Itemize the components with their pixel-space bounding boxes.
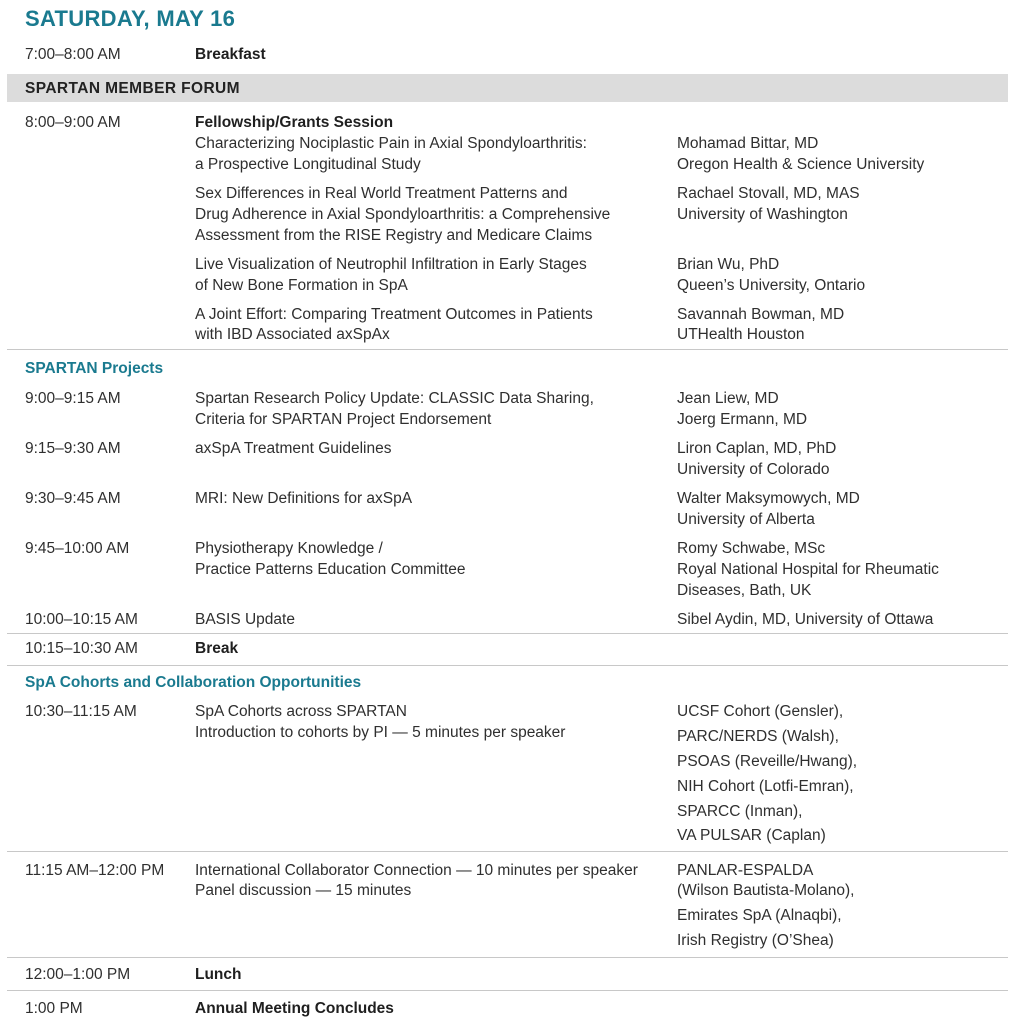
divider <box>7 957 1008 958</box>
international-speaker-3: Emirates SpA (Alnaqbi), <box>677 907 842 924</box>
project-2-time: 9:15–9:30 AM <box>25 440 121 457</box>
project-1-speaker-2: Joerg Ermann, MD <box>677 411 808 428</box>
international-speaker-2: (Wilson Bautista-Molano), <box>677 882 855 899</box>
talk-3-line-2: of New Bone Formation in SpA <box>195 277 408 294</box>
divider <box>7 990 1008 991</box>
project-3-speaker-1: Walter Maksymowych, MD <box>677 490 860 507</box>
project-2-speaker-1: Liron Caplan, MD, PhD <box>677 440 837 457</box>
cohorts-speaker-4: NIH Cohort (Lotfi-Emran), <box>677 778 854 795</box>
talk-2-line-1: Sex Differences in Real World Treatment Patterns and <box>195 185 568 202</box>
divider <box>7 665 1008 666</box>
talk-3-speaker-affiliation: Queen’s University, Ontario <box>677 277 866 294</box>
project-4-speaker-1: Romy Schwabe, MSc <box>677 540 826 557</box>
talk-2-line-3: Assessment from the RISE Registry and Medicare Claims <box>195 227 593 244</box>
talk-2-line-2: Drug Adherence in Axial Spondyloarthritis: a Comprehensive <box>195 206 611 223</box>
project-2-speaker-2: University of Colorado <box>677 461 830 478</box>
cohorts-heading: SpA Cohorts and Collaboration Opportunities <box>25 674 362 691</box>
international-line-1: International Collaborator Connection — 10 minutes per speaker <box>195 862 638 879</box>
break-title: Break <box>195 640 239 657</box>
project-1-line-2: Criteria for SPARTAN Project Endorsement <box>195 411 492 428</box>
cohorts-speaker-5: SPARCC (Inman), <box>677 803 803 820</box>
talk-1-line-2: a Prospective Longitudinal Study <box>195 156 421 173</box>
lunch-title: Lunch <box>195 966 242 983</box>
talk-3-line-1: Live Visualization of Neutrophil Infiltration in Early Stages <box>195 256 587 273</box>
cohorts-line-2: Introduction to cohorts by PI — 5 minutes per speaker <box>195 724 566 741</box>
day-title: SATURDAY, MAY 16 <box>25 6 236 31</box>
project-3-speaker-2: University of Alberta <box>677 511 815 528</box>
projects-heading: SPARTAN Projects <box>25 360 164 377</box>
project-3-time: 9:30–9:45 AM <box>25 490 121 507</box>
project-4-line-1: Physiotherapy Knowledge / <box>195 540 383 557</box>
talk-1-speaker-name: Mohamad Bittar, MD <box>677 135 819 152</box>
talk-4-speaker-affiliation: UTHealth Houston <box>677 326 805 343</box>
project-3-line-1: MRI: New Definitions for axSpA <box>195 490 413 507</box>
international-speaker-4: Irish Registry (O’Shea) <box>677 932 834 949</box>
project-1-line-1: Spartan Research Policy Update: CLASSIC Data Sharing, <box>195 390 594 407</box>
talk-1-line-1: Characterizing Nociplastic Pain in Axial Spondyloarthritis: <box>195 135 587 152</box>
talk-2-speaker-affiliation: University of Washington <box>677 206 848 223</box>
fellowship-title: Fellowship/Grants Session <box>195 114 394 131</box>
international-time: 11:15 AM–12:00 PM <box>25 862 165 879</box>
talk-3-speaker-name: Brian Wu, PhD <box>677 256 780 273</box>
fellowship-time: 8:00–9:00 AM <box>25 114 121 131</box>
lunch-time: 12:00–1:00 PM <box>25 966 131 983</box>
cohorts-speaker-3: PSOAS (Reveille/Hwang), <box>677 753 858 770</box>
project-5-line-1: BASIS Update <box>195 611 295 628</box>
divider <box>7 349 1008 350</box>
project-5-speaker-1: Sibel Aydin, MD, University of Ottawa <box>677 611 934 628</box>
project-2-line-1: axSpA Treatment Guidelines <box>195 440 392 457</box>
cohorts-speaker-1: UCSF Cohort (Gensler), <box>677 703 844 720</box>
project-5-time: 10:00–10:15 AM <box>25 611 138 628</box>
project-1-time: 9:00–9:15 AM <box>25 390 121 407</box>
talk-4-line-2: with IBD Associated axSpAx <box>195 326 390 343</box>
talk-4-line-1: A Joint Effort: Comparing Treatment Outcomes in Patients <box>195 306 593 323</box>
breakfast-time: 7:00–8:00 AM <box>25 46 121 63</box>
cohorts-line-1: SpA Cohorts across SPARTAN <box>195 703 407 720</box>
project-4-line-2: Practice Patterns Education Committee <box>195 561 466 578</box>
project-4-speaker-2: Royal National Hospital for Rheumatic <box>677 561 939 578</box>
divider <box>7 851 1008 852</box>
international-speaker-1: PANLAR-ESPALDA <box>677 862 814 879</box>
cohorts-speaker-6: VA PULSAR (Caplan) <box>677 827 826 844</box>
project-4-time: 9:45–10:00 AM <box>25 540 130 557</box>
breakfast-title: Breakfast <box>195 46 266 63</box>
project-1-speaker-1: Jean Liew, MD <box>677 390 779 407</box>
project-4-speaker-3: Diseases, Bath, UK <box>677 582 812 599</box>
cohorts-speaker-2: PARC/NERDS (Walsh), <box>677 728 839 745</box>
forum-title: SPARTAN MEMBER FORUM <box>25 80 240 97</box>
talk-2-speaker-name: Rachael Stovall, MD, MAS <box>677 185 860 202</box>
international-line-2: Panel discussion — 15 minutes <box>195 882 412 899</box>
talk-1-speaker-affiliation: Oregon Health & Science University <box>677 156 925 173</box>
conclude-time: 1:00 PM <box>25 1000 83 1017</box>
break-time: 10:15–10:30 AM <box>25 640 138 657</box>
talk-4-speaker-name: Savannah Bowman, MD <box>677 306 845 323</box>
cohorts-time: 10:30–11:15 AM <box>25 703 137 720</box>
divider <box>7 633 1008 634</box>
conclude-title: Annual Meeting Concludes <box>195 1000 394 1017</box>
